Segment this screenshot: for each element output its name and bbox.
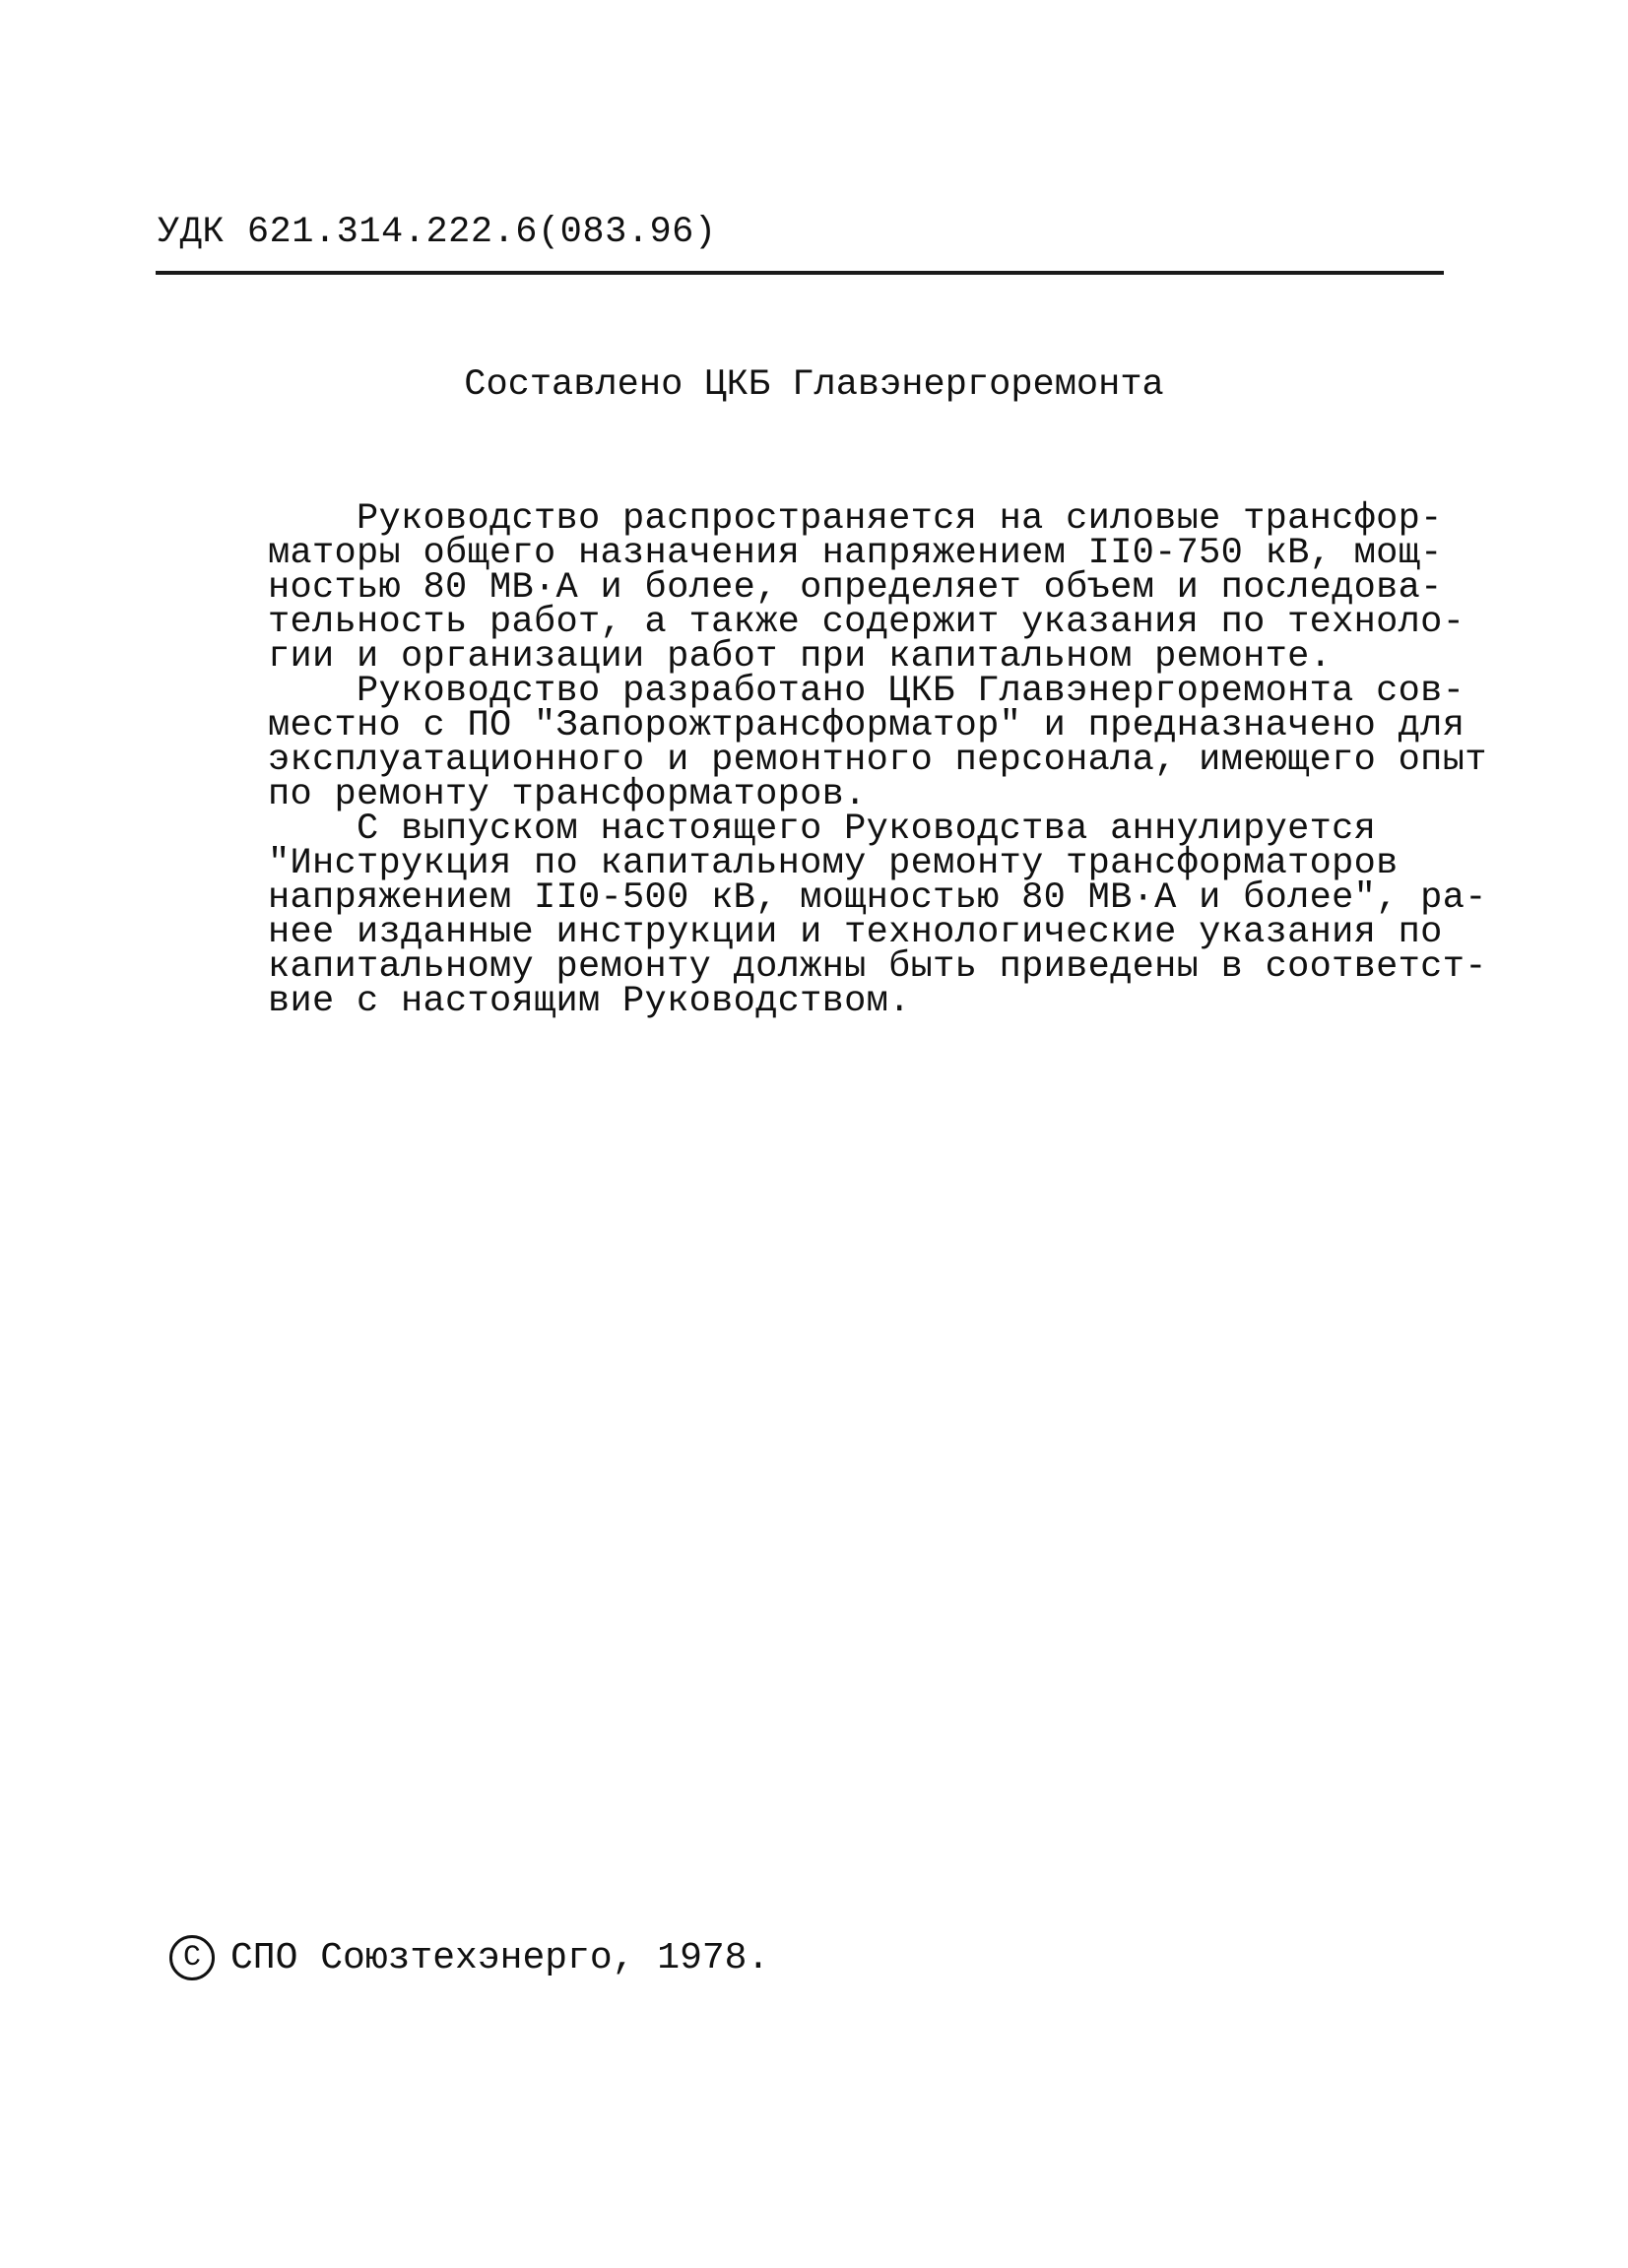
body-line: по ремонту трансформаторов. bbox=[268, 774, 867, 815]
body-line: эксплуатационного и ремонтного персонала, имеющего опыт bbox=[268, 740, 1487, 781]
body-line: Руководство разработано ЦКБ Главэнергоремонта сов- bbox=[268, 671, 1465, 712]
body-line: местно с ПО "Запорожтрансформатор" и предназначено для bbox=[268, 705, 1465, 746]
body-line: маторы общего назначения напряжением II0-750 кВ, мощ- bbox=[268, 533, 1443, 574]
compiled-by: Составлено ЦКБ Главэнергоремонта bbox=[464, 364, 1164, 406]
udk-code: УДК 621.314.222.6(083.96) bbox=[158, 212, 717, 253]
body-line: Руководство распространяется на силовые трансфор- bbox=[268, 498, 1443, 540]
body-line: капитальному ремонту должны быть приведены в соответст- bbox=[268, 946, 1487, 988]
body-text bbox=[268, 498, 1487, 1022]
copyright-text: СПО Союзтехэнерго, 1978. bbox=[230, 1936, 770, 1979]
body-line: гии и организации работ при капитальном ремонте. bbox=[268, 636, 1333, 678]
body-line: напряжением II0-500 кВ, мощностью 80 МВ·А и более", ра- bbox=[268, 877, 1487, 919]
body-line: тельность работ, а также содержит указания по техноло- bbox=[268, 602, 1465, 643]
header-rule bbox=[156, 271, 1444, 275]
body-line: нее изданные инструкции и технологические указания по bbox=[268, 912, 1443, 953]
body-line: ностью 80 МВ·А и более, определяет объем и последова- bbox=[268, 567, 1443, 609]
body-line: вие с настоящим Руководством. bbox=[268, 981, 911, 1022]
body-line: "Инструкция по капитальному ремонту трансформаторов bbox=[268, 843, 1399, 884]
body-line: С выпуском настоящего Руководства аннулируется bbox=[268, 809, 1377, 850]
copyright-icon: С bbox=[169, 1935, 215, 1980]
copyright-notice bbox=[169, 1935, 769, 1980]
